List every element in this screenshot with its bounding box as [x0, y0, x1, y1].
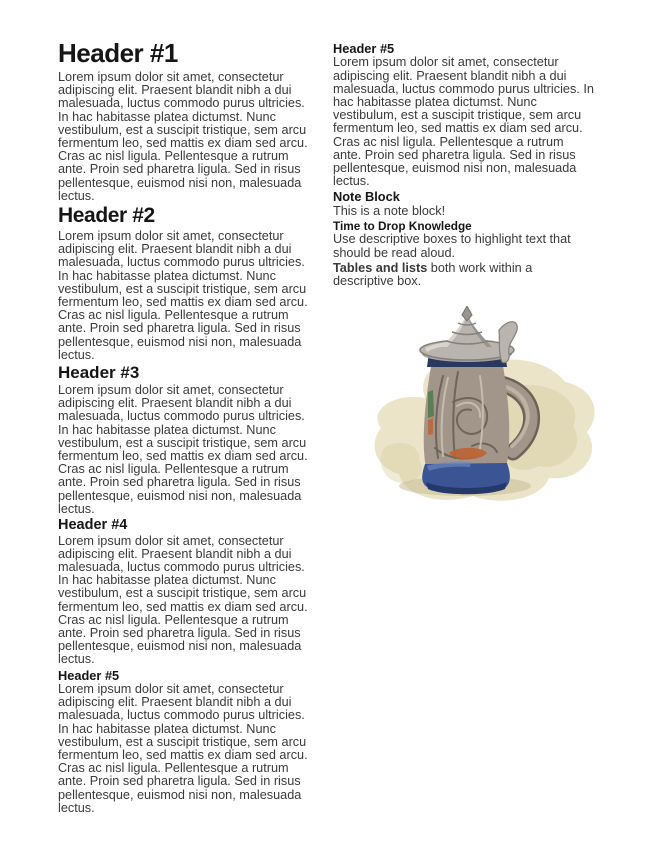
header-3: Header #3: [58, 363, 140, 383]
note-block: [333, 190, 595, 288]
note-block-text: This is a note block!: [333, 203, 446, 218]
knowledge-text: Use descriptive boxes to highlight text that should be read aloud.: [333, 232, 571, 260]
stein-green-detail: [428, 390, 434, 418]
lorem-paragraph-5: Lorem ipsum dolor sit amet, consectetur adipiscing elit. Praesent blandit nibh a dui malesuada, luctus commodo purus ultricies. In hac habitasse platea dictumst. Nunc vestibulum, est a suscipit tristique, sem arcu fermentum leo, sed mattis ex diam sed arcu. Cras ac nisl ligula. Pellentesque a rutrum ante. Proin sed pharetra ligula. Sed in risus pellentesque, euismod nisi non, malesuada lectus.: [58, 682, 308, 815]
header-5-right: Header #5: [333, 41, 395, 56]
note-block-label: Note Block: [333, 189, 400, 205]
tables-note: [333, 262, 595, 288]
stein-thumb-lever: [499, 322, 517, 363]
header-2: Header #2: [58, 204, 155, 228]
tables-note-bold: Tables and lists: [333, 260, 428, 275]
beer-stein-svg: [359, 306, 599, 516]
header-1: Header #1: [58, 38, 178, 68]
beer-stein-illustration: [359, 306, 591, 516]
lorem-paragraph-6: Lorem ipsum dolor sit amet, consectetur adipiscing elit. Praesent blandit nibh a dui malesuada, luctus commodo purus ultricies. In hac habitasse platea dictumst. Nunc vestibulum, est a suscipit tristique, sem arcu fermentum leo, sed mattis ex diam sed arcu. Cras ac nisl ligula. Pellentesque a rutrum ante. Proin sed pharetra ligula. Sed in risus pellentesque, euismod nisi non, malesuada lectus.: [333, 55, 594, 189]
stein-orange-detail: [428, 418, 433, 435]
lorem-paragraph-1: Lorem ipsum dolor sit amet, consectetur adipiscing elit. Praesent blandit nibh a dui malesuada, luctus commodo purus ultricies. In hac habitasse platea dictumst. Nunc vestibulum, est a suscipit tristique, sem arcu fermentum leo, sed mattis ex diam sed arcu. Cras ac nisl ligula. Pellentesque a rutrum ante. Proin sed pharetra ligula. Sed in risus pellentesque, euismod nisi non, malesuada lectus.: [58, 70, 308, 203]
header-4: Header #4: [58, 517, 128, 534]
header-5-left: Header #5: [58, 667, 120, 683]
lorem-paragraph-3: Lorem ipsum dolor sit amet, consectetur adipiscing elit. Praesent blandit nibh a dui malesuada, luctus commodo purus ultricies. In hac habitasse platea dictumst. Nunc vestibulum, est a suscipit tristique, sem arcu fermentum leo, sed mattis ex diam sed arcu. Cras ac nisl ligula. Pellentesque a rutrum ante. Proin sed pharetra ligula. Sed in risus pellentesque, euismod nisi non, malesuada lectus.: [58, 383, 308, 516]
lorem-paragraph-4: Lorem ipsum dolor sit amet, consectetur adipiscing elit. Praesent blandit nibh a dui malesuada, luctus commodo purus ultricies. In hac habitasse platea dictumst. Nunc vestibulum, est a suscipit tristique, sem arcu fermentum leo, sed mattis ex diam sed arcu. Cras ac nisl ligula. Pellentesque a rutrum ante. Proin sed pharetra ligula. Sed in risus pellentesque, euismod nisi non, malesuada lectus.: [58, 533, 308, 667]
stein-lid-finial: [462, 306, 472, 321]
tables-note-rest: both work within a descriptive box.: [333, 260, 533, 289]
lorem-paragraph-2: Lorem ipsum dolor sit amet, consectetur adipiscing elit. Praesent blandit nibh a dui malesuada, luctus commodo purus ultricies. In hac habitasse platea dictumst. Nunc vestibulum, est a suscipit tristique, sem arcu fermentum leo, sed mattis ex diam sed arcu. Cras ac nisl ligula. Pellentesque a rutrum ante. Proin sed pharetra ligula. Sed in risus pellentesque, euismod nisi non, malesuada lectus.: [58, 229, 308, 362]
right-column: [333, 40, 595, 844]
knowledge-label: Time to Drop Knowledge: [333, 219, 472, 234]
left-column: [58, 40, 311, 844]
